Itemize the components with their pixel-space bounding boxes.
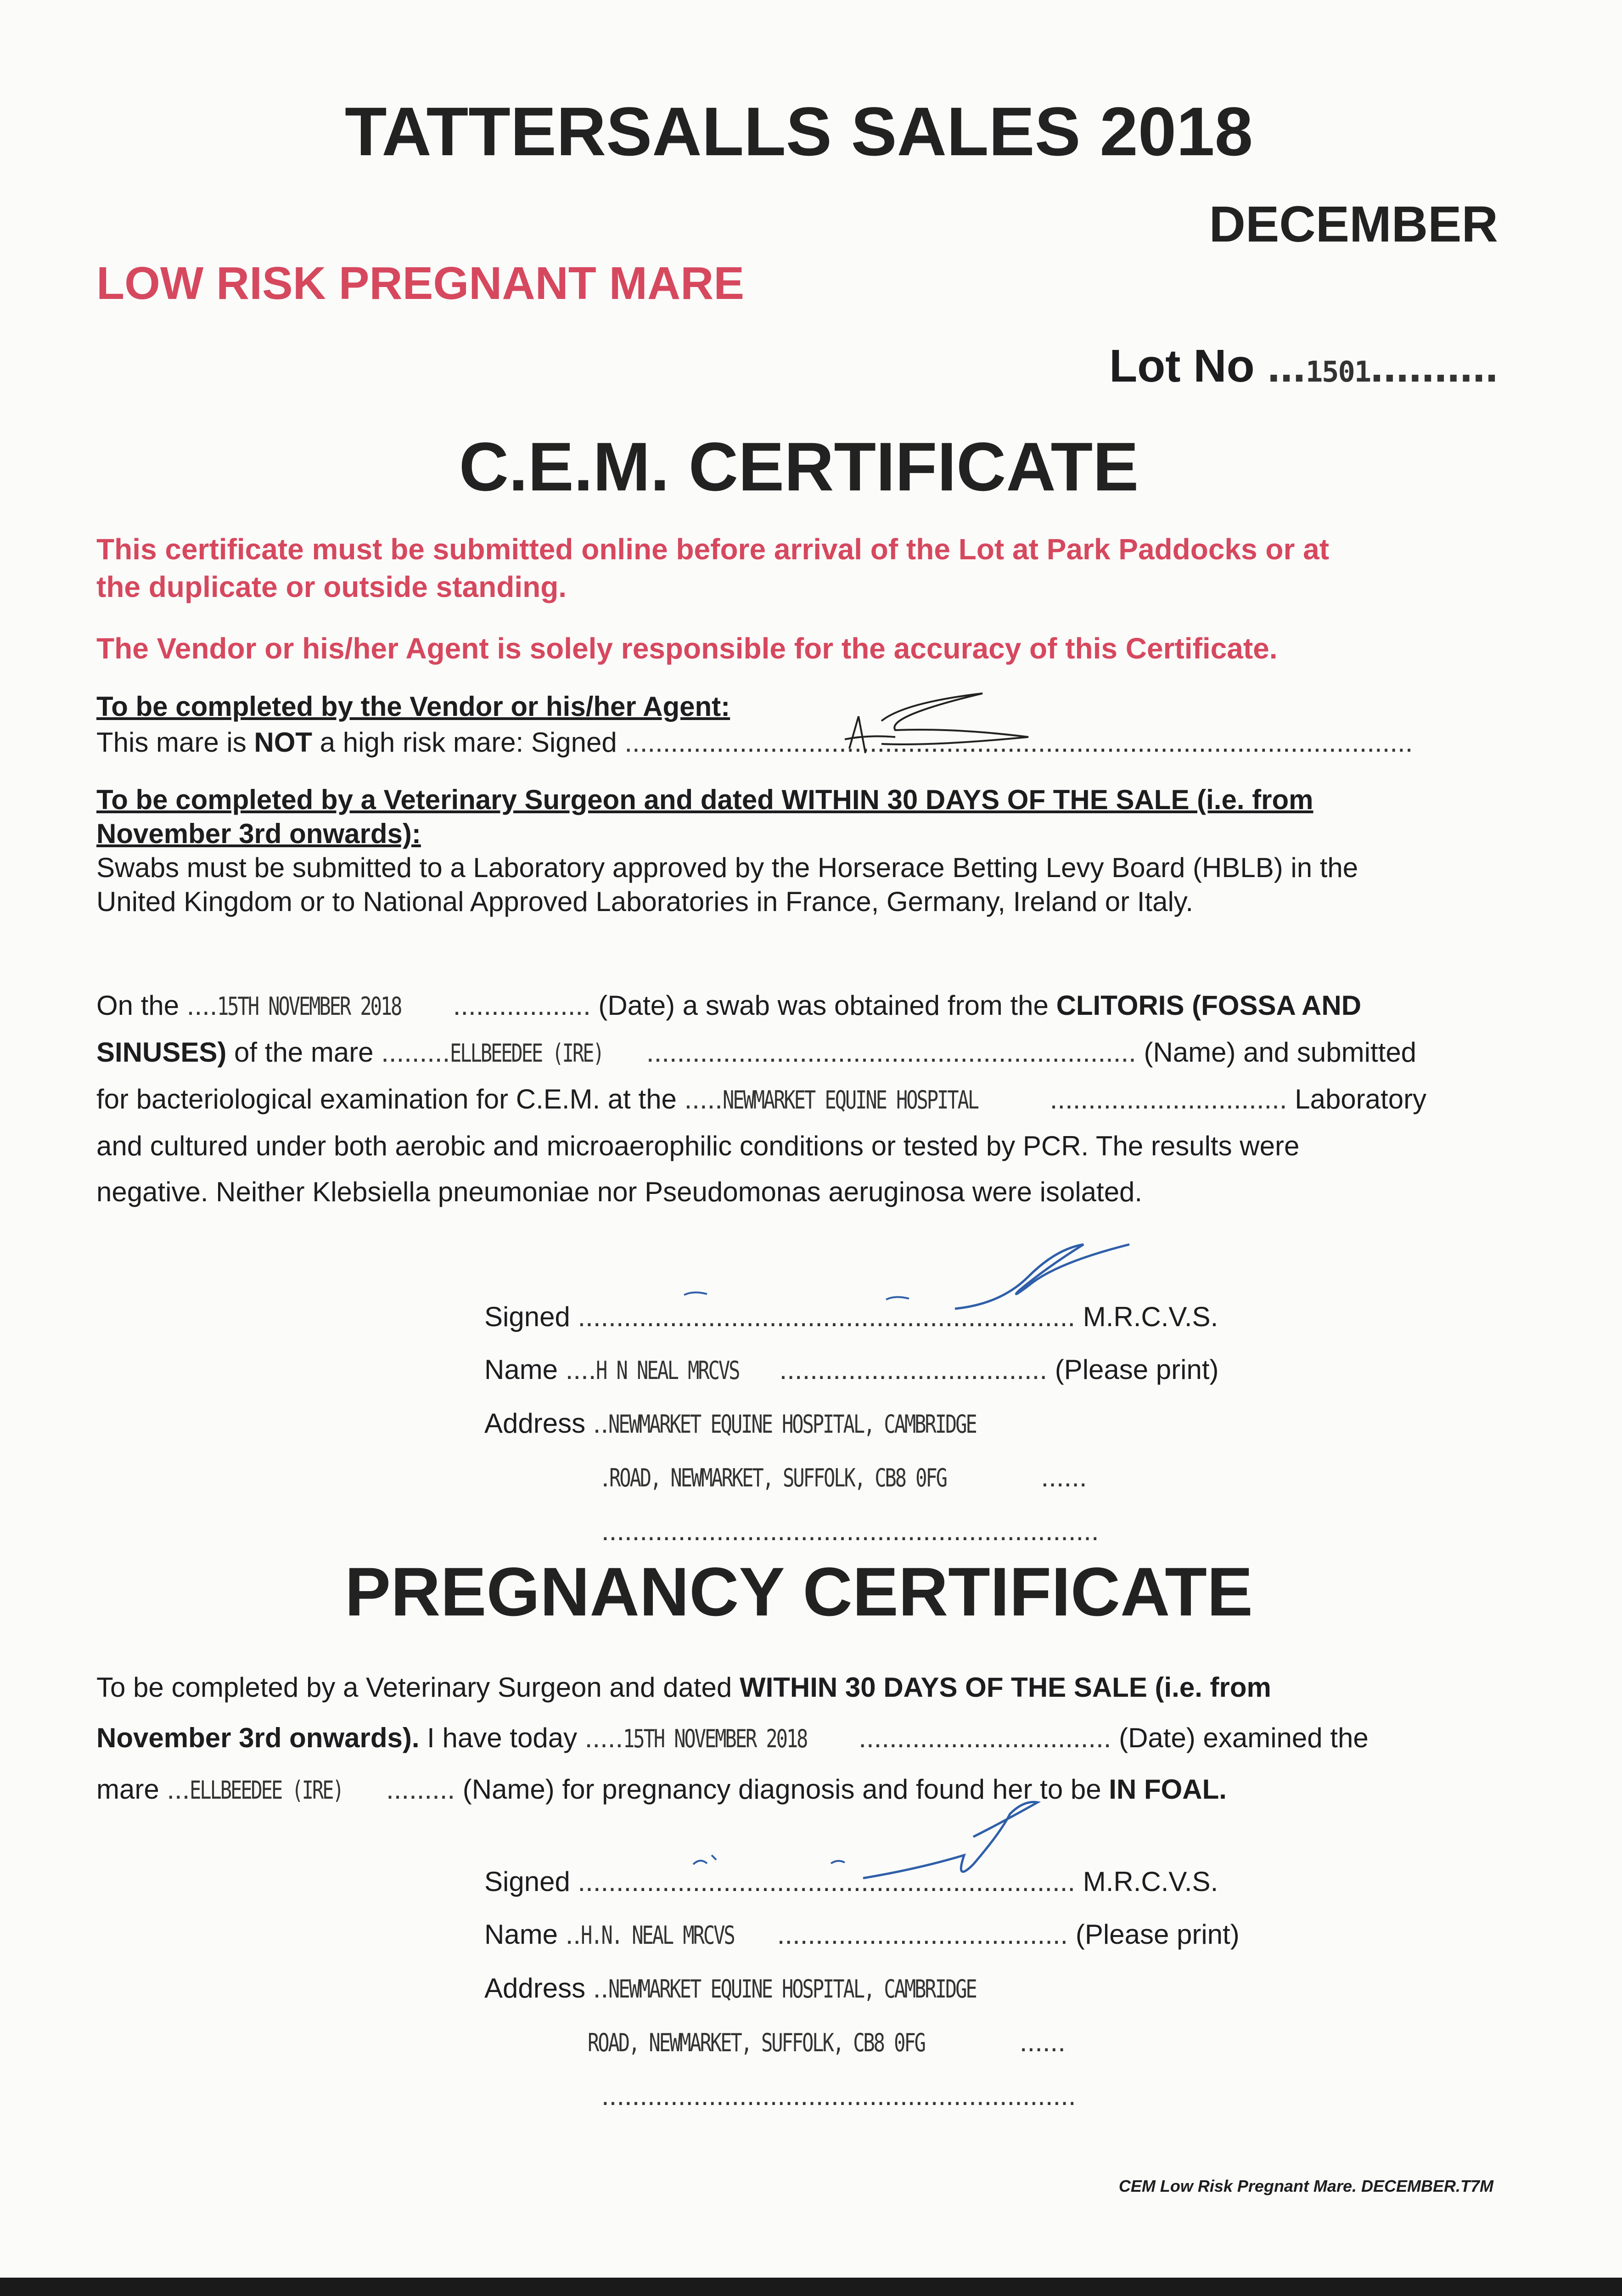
scan-edge xyxy=(0,2278,1622,2296)
form-reference: CEM Low Risk Pregnant Mare. DECEMBER.T7M xyxy=(1118,2177,1493,2195)
preg-text-3b: (Name) for pregnancy diagnosis and found her to be xyxy=(462,1774,1109,1805)
please-print-label: (Please print) xyxy=(1075,1919,1240,1950)
name-label: Name xyxy=(484,1919,558,1950)
swab-rule-line-1: Swabs must be submitted to a Laboratory approved by the Horserace Betting Levy Board (HBLB) in the xyxy=(96,852,1358,883)
cem-address-row-2: .ROAD, NEWMARKET, SUFFOLK, CB8 0FG ...... xyxy=(484,1451,1219,1504)
bacteriological-text: for bacteriological examination for C.E.M. at the xyxy=(96,1084,677,1114)
vendor-section xyxy=(96,689,1413,760)
mrcvs-label: M.R.C.V.S. xyxy=(1083,1301,1218,1332)
cem-heading: C.E.M. CERTIFICATE xyxy=(459,428,1139,505)
preg-text-2b: I have today xyxy=(419,1722,578,1753)
pregnancy-line-1 xyxy=(96,1662,1501,1713)
cem-laboratory: NEWMARKET EQUINE HOSPITAL xyxy=(722,1086,978,1114)
submission-notice-line-2: the duplicate or outside standing. xyxy=(96,570,567,603)
in-foal-result: IN FOAL. xyxy=(1109,1774,1227,1805)
accuracy-notice: The Vendor or his/her Agent is solely responsible for the accuracy of this Certificate. xyxy=(96,632,1278,665)
pregnancy-line-3: mare ...ELLBEEDEE (IRE) ......... (Name) for pregnancy diagnosis and found her to be IN FOAL. xyxy=(96,1764,1501,1816)
vendor-text-a: This mare is xyxy=(96,727,254,758)
preg-signed-row: Signed ................................................................. M.R.C.V.S. xyxy=(484,1866,1218,1897)
cem-address-row-3: ................................................................. xyxy=(601,1515,1099,1546)
vet-instructions xyxy=(96,783,1358,919)
submission-notice xyxy=(96,530,1329,606)
cem-address-row: Address ..NEWMARKET EQUINE HOSPITAL, CAMBRIDGE xyxy=(484,1397,1219,1451)
vendor-heading: To be completed by the Vendor or his/her Agent: xyxy=(96,691,730,722)
pregnancy-line-2: November 3rd onwards). I have today .....15TH NOVEMBER 2018 ................................. (Date) examined the xyxy=(96,1713,1501,1764)
address-label: Address xyxy=(484,1408,586,1439)
pregnancy-vet-signature xyxy=(679,1717,1184,1901)
name-suffix: (Name) and submitted xyxy=(1144,1037,1417,1068)
vet-heading-line-2: November 3rd onwards): xyxy=(96,818,421,849)
cem-line-4: and cultured under both aerobic and microaerophilic conditions or tested by PCR. The results were xyxy=(96,1131,1300,1161)
preg-address-row-2: ROAD, NEWMARKET, SUFFOLK, CB8 0FG ...... xyxy=(484,2015,1240,2069)
cem-line-1: On the ....15TH NOVEMBER 2018 .................. (Date) a swab was obtained from the CLITORIS (FOSSA AND xyxy=(96,983,1501,1030)
cem-line-5: negative. Neither Klebsiella pneumoniae nor Pseudomonas aeruginosa were isolated. xyxy=(96,1176,1143,1207)
lot-label: Lot No xyxy=(1109,340,1255,392)
cem-address-line-2: ROAD, NEWMARKET, SUFFOLK, CB8 0FG xyxy=(609,1463,946,1492)
preg-name-row: Name ..H.N. NEAL MRCVS ...................................... (Please print) xyxy=(484,1908,1240,1962)
sale-month: DECEMBER xyxy=(1209,196,1498,253)
cem-mare-name: ELLBEEDEE (IRE) xyxy=(450,1039,603,1068)
pregnancy-heading: PREGNANCY CERTIFICATE xyxy=(345,1553,1253,1630)
lot-number: Lot No ...1501.......... xyxy=(1109,340,1498,392)
vendor-text-b: a high risk mare: Signed xyxy=(312,727,617,758)
mare-category: LOW RISK PREGNANT MARE xyxy=(96,258,745,309)
please-print-label: (Please print) xyxy=(1055,1354,1219,1385)
lot-value: 1501 xyxy=(1305,355,1371,388)
laboratory-suffix: Laboratory xyxy=(1295,1084,1427,1114)
cem-line-2: SINUSES) of the mare .........ELLBEEDEE (IRE) ................................................................ (Name) and submitted xyxy=(96,1030,1501,1076)
name-label: Name xyxy=(484,1354,558,1385)
pregnancy-address-line-1: NEWMARKET EQUINE HOSPITAL, CAMBRIDGE xyxy=(608,1975,976,2003)
pregnancy-address-line-2: ROAD, NEWMARKET, SUFFOLK, CB8 0FG xyxy=(588,2028,925,2057)
submission-notice-line-1: This certificate must be submitted online before arrival of the Lot at Park Paddocks or at xyxy=(96,533,1330,566)
address-label: Address xyxy=(484,1973,586,2003)
swab-rule-line-2: United Kingdom or to National Approved Laboratories in France, Germany, Ireland or Italy. xyxy=(96,886,1194,917)
document-title: TATTERSALLS SALES 2018 xyxy=(344,93,1253,170)
cem-signed-row: Signed ................................................................. M.R.C.V.S. xyxy=(484,1301,1218,1332)
of-the-mare-label: of the mare xyxy=(226,1037,374,1068)
on-the-label: On the xyxy=(96,990,180,1021)
cem-statement xyxy=(96,983,1501,1215)
preg-text-1b: WITHIN 30 DAYS OF THE SALE (i.e. from xyxy=(739,1672,1271,1703)
signed-label: Signed xyxy=(484,1866,570,1897)
swab-site-a: CLITORIS (FOSSA AND xyxy=(1056,990,1362,1021)
date-suffix: (Date) a swab was obtained from the xyxy=(598,990,1056,1021)
swab-site-b: SINUSES) xyxy=(96,1037,227,1068)
preg-address-row: Address ..NEWMARKET EQUINE HOSPITAL, CAMBRIDGE xyxy=(484,1962,1240,2015)
pregnancy-mare-name: ELLBEEDEE (IRE) xyxy=(190,1776,343,1805)
vendor-declaration: This mare is NOT a high risk mare: Signed ....................................................................................................... xyxy=(96,727,1413,758)
cem-line-3: for bacteriological examination for C.E.M. at the .....NEWMARKET EQUINE HOSPITAL ............................... Laboratory xyxy=(96,1076,1501,1123)
cem-address-line-1: NEWMARKET EQUINE HOSPITAL, CAMBRIDGE xyxy=(608,1410,976,1439)
preg-text-1a: To be completed by a Veterinary Surgeon and dated xyxy=(96,1672,740,1703)
pregnancy-vet-name: H.N. NEAL MRCVS xyxy=(581,1921,734,1950)
cem-vet-name: H N NEAL MRCVS xyxy=(596,1356,739,1385)
pregnancy-exam-date: 15TH NOVEMBER 2018 xyxy=(623,1724,807,1753)
cem-name-row: Name ....H N NEAL MRCVS ................................... (Please print) xyxy=(484,1343,1219,1397)
vendor-signature xyxy=(840,689,1070,771)
signed-label: Signed xyxy=(484,1301,570,1332)
preg-text-2a: November 3rd onwards). xyxy=(96,1722,420,1753)
vendor-text-not: NOT xyxy=(254,727,313,758)
cem-vet-signature xyxy=(679,1212,1184,1350)
preg-address-row-3: .............................................................. xyxy=(601,2080,1076,2111)
vet-heading-line-1: To be completed by a Veterinary Surgeon and dated WITHIN 30 DAYS OF THE SALE (i.e. from xyxy=(96,784,1313,815)
mrcvs-label: M.R.C.V.S. xyxy=(1083,1866,1218,1897)
cem-swab-date: 15TH NOVEMBER 2018 xyxy=(217,992,401,1021)
preg-text-2c: (Date) examined the xyxy=(1119,1722,1369,1753)
mare-label: mare xyxy=(96,1774,159,1805)
